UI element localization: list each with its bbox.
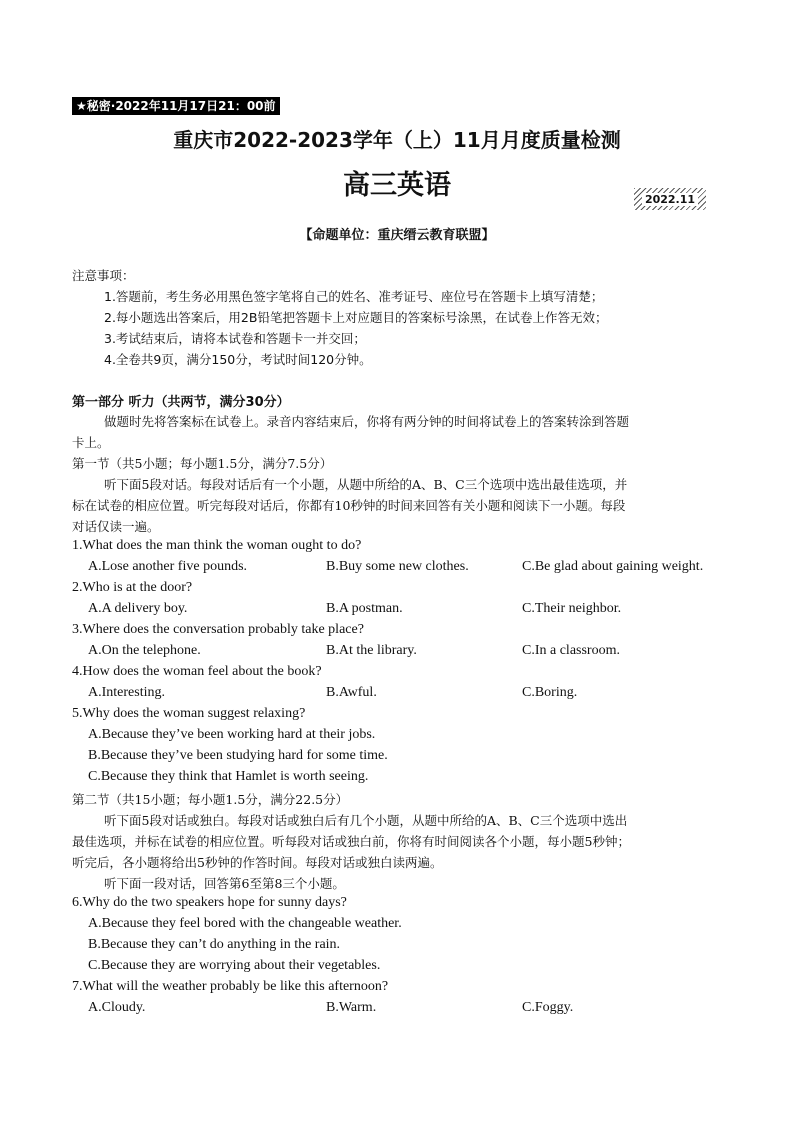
q2-option-a: A.A delivery boy.	[88, 601, 188, 616]
q5-stem: 5.Why does the woman suggest relaxing?	[72, 706, 306, 721]
q4-stem: 4.How does the woman feel about the book?	[72, 664, 322, 679]
setter-unit: 【命题单位：重庆缙云教育联盟】	[299, 228, 495, 243]
q3-option-b: B.At the library.	[326, 643, 417, 658]
q4-option-b: B.Awful.	[326, 685, 377, 700]
notes-heading: 注意事项：	[72, 268, 135, 283]
section2-line2: 最佳选项，并标在试卷的相应位置。听每段对话或独白前，你将有时间阅读各个小题，每小题5秒钟；	[72, 834, 630, 849]
q7-option-c: C.Foggy.	[522, 1000, 574, 1015]
q3-stem: 3.Where does the conversation probably take place?	[72, 622, 364, 637]
section2-line3: 听完后，各小题将给出5秒钟的作答时间。每段对话或独白读两遍。	[72, 855, 443, 870]
section2-heading: 第二节（共15小题；每小题1.5分，满分22.5分）	[72, 792, 349, 807]
confidential-label: ★秘密·2022年11月17日21：00前	[72, 97, 280, 115]
q5-option-b: B.Because they’ve been studying hard for some time.	[88, 748, 388, 763]
q5-option-a: A.Because they’ve been working hard at their jobs.	[88, 727, 376, 742]
q6-option-a: A.Because they feel bored with the changeable weather.	[88, 916, 402, 931]
q7-option-b: B.Warm.	[326, 1000, 377, 1015]
part1-intro-line1: 做题时先将答案标在试卷上。录音内容结束后，你将有两分钟的时间将试卷上的答案转涂到答题	[104, 414, 630, 429]
q1-option-b: B.Buy some new clothes.	[326, 559, 469, 574]
notes-item-1: 1.答题前，考生务必用黑色签字笔将自己的姓名、准考证号、座位号在答题卡上填写清楚；	[104, 289, 604, 304]
q4-option-c: C.Boring.	[522, 685, 578, 700]
q5-option-c: C.Because they think that Hamlet is worth seeing.	[88, 769, 369, 784]
q3-option-c: C.In a classroom.	[522, 643, 620, 658]
q1-option-c: C.Be glad about gaining weight.	[522, 559, 704, 574]
q1-stem: 1.What does the man think the woman ought to do?	[72, 538, 362, 553]
q2-option-c: C.Their neighbor.	[522, 601, 622, 616]
q3-option-a: A.On the telephone.	[88, 643, 201, 658]
exam-subject: 高三英语	[343, 170, 451, 201]
part1-heading: 第一部分 听力（共两节，满分30分）	[72, 395, 290, 410]
section1-line2: 标在试卷的相应位置。听完每段对话后，你都有10秒钟的时间来回答有关小题和阅读下一小题。每段	[72, 498, 626, 513]
date-text: 2022.11	[642, 193, 698, 206]
notes-item-4: 4.全卷共9页，满分150分，考试时间120分钟。	[104, 352, 372, 367]
section1-line3: 对话仅读一遍。	[72, 519, 160, 534]
section1-line1: 听下面5段对话。每段对话后有一个小题，从题中所给的A、B、C三个选项中选出最佳选项，并	[104, 477, 628, 492]
q1-option-a: A.Lose another five pounds.	[88, 559, 248, 574]
q6-option-c: C.Because they are worrying about their vegetables.	[88, 958, 381, 973]
date-stamp	[634, 188, 706, 210]
part1-intro-line2: 卡上。	[72, 435, 110, 450]
section2-line4: 听下面一段对话，回答第6至第8三个小题。	[104, 876, 345, 891]
exam-title: 重庆市2022-2023学年（上）11月月度质量检测	[173, 128, 621, 152]
q4-option-a: A.Interesting.	[88, 685, 165, 700]
notes-item-2: 2.每小题选出答案后，用2B铅笔把答题卡上对应题目的答案标号涂黑，在试卷上作答无效；	[104, 310, 608, 325]
q7-stem: 7.What will the weather probably be like this afternoon?	[72, 979, 389, 994]
q2-option-b: B.A postman.	[326, 601, 403, 616]
notes-item-3: 3.考试结束后，请将本试卷和答题卡一并交回；	[104, 331, 366, 346]
section2-line1: 听下面5段对话或独白。每段对话或独白后有几个小题，从题中所给的A、B、C三个选项中选出	[104, 813, 628, 828]
q7-option-a: A.Cloudy.	[88, 1000, 146, 1015]
section1-heading: 第一节（共5小题；每小题1.5分，满分7.5分）	[72, 456, 333, 471]
q2-stem: 2.Who is at the door?	[72, 580, 193, 595]
q6-option-b: B.Because they can’t do anything in the rain.	[88, 937, 341, 952]
q6-stem: 6.Why do the two speakers hope for sunny days?	[72, 895, 347, 910]
